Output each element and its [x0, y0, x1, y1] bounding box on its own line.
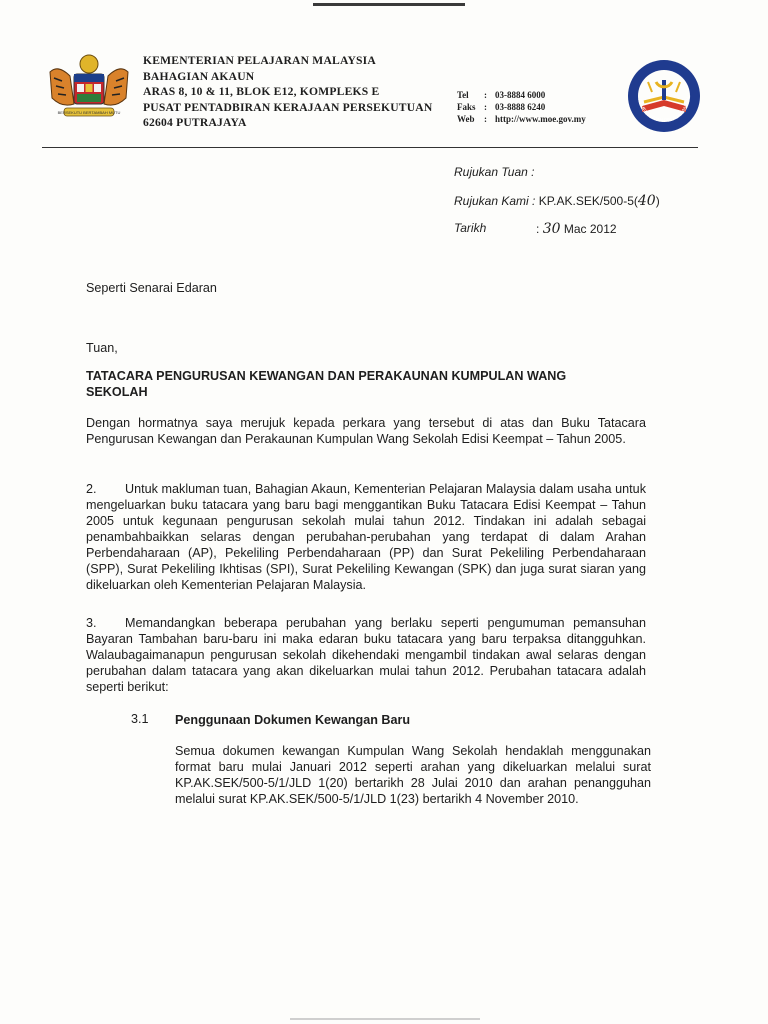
scan-footer-mark: [290, 1018, 480, 1020]
address-line-2: PUSAT PENTADBIRAN KERAJAAN PERSEKUTUAN: [143, 100, 433, 114]
paragraph-3: 3. Memandangkan beberapa perubahan yang berlaku seperti pengumuman pemansuhan Bayaran Tambahan baru-baru ini maka edaran buku tatacara yang baru terpaksa ditangguhkan. Walaubagaimanapun pengurusan sekolah dikehendaki mengambil tindakan awal selaras dengan perubahan dalam tatacara yang akan dikeluarkan mulai tahun 2012. Perubahan tatacara adalah seperti berikut:: [86, 616, 646, 694]
salutation: Tuan,: [86, 341, 118, 355]
recipient: Seperti Senarai Edaran: [86, 281, 217, 295]
contact-web: Web : http://www.moe.gov.my: [457, 114, 586, 124]
contact-tel: Tel : 03-8884 6000: [457, 90, 546, 100]
section-text: Semua dokumen kewangan Kumpulan Wang Sekolah hendaklah menggunakan format baru mulai Januari 2012 seperti arahan yang dikeluarkan melalui surat KP.AK.SEK/500-5/1/JLD 1(20) bertarikh 28 Julai 2010 dan arahan penangguhan melalui surat KP.AK.SEK/500-5/1/JLD 1(23) bertarikh 4 November 2010.: [175, 744, 651, 806]
ministry-logo-icon: [626, 58, 702, 134]
header-divider: [42, 147, 698, 148]
address-line-1: ARAS 8, 10 & 11, BLOK E12, KOMPLEKS E: [143, 85, 380, 99]
division-name: BAHAGIAN AKAUN: [143, 69, 255, 83]
tarikh-month-year: Mac 2012: [563, 222, 617, 236]
contact-fax: Faks : 03-8888 6240: [457, 102, 546, 112]
section-number: 3.1: [131, 712, 149, 726]
web-url: http://www.moe.gov.my: [495, 114, 586, 124]
rujukan-kami-value: KP.AK.SEK/500-5(: [538, 194, 638, 208]
contact-block: [457, 89, 586, 125]
rujukan-kami: Rujukan Kami : KP.AK.SEK/500-5(40): [454, 193, 660, 209]
subject: TATACARA PENGURUSAN KEWANGAN DAN PERAKAUNAN KUMPULAN WANG SEKOLAH: [86, 369, 567, 399]
letterhead: [143, 53, 432, 131]
ministry-name: KEMENTERIAN PELAJARAN MALAYSIA: [143, 54, 376, 67]
address-line-3: 62604 PUTRAJAYA: [143, 116, 247, 130]
section-title: Penggunaan Dokumen Kewangan Baru: [175, 713, 411, 727]
rujukan-tuan: Rujukan Tuan :: [454, 165, 535, 179]
logo-ring-text: KEMENTERIAN PELAJARAN MAL: [636, 95, 693, 125]
tarikh: Tarikh : 30 Mac 2012: [454, 221, 617, 237]
scan-edge-mark: [313, 3, 465, 6]
fax-number: 03-8888 6240: [495, 102, 546, 112]
tel-number: 03-8884 6000: [495, 90, 546, 100]
crest-motto: BERSEKUTU BERTAMBAH MUTU: [57, 110, 121, 115]
paragraph-1: Dengan hormatnya saya merujuk kepada perkara yang tersebut di atas dan Buku Tatacara Pengurusan Kewangan dan Perakaunan Kumpulan Wang Sekolah Edisi Keempat – Tahun 2005.: [86, 416, 646, 446]
coat-of-arms-icon: [44, 52, 134, 122]
tarikh-day-handwritten: 30: [542, 221, 561, 237]
paragraph-2: 2. Untuk makluman tuan, Bahagian Akaun, Kementerian Pelajaran Malaysia dalam usaha untuk mengeluarkan buku tatacara yang baru bagi menggantikan Buku Tatacara Edisi Keempat – Tahun 2005 untuk kegunaan pengurusan sekolah mulai tahun 2012. Tindakan ini adalah sebagai penambahbaikkan selaras dengan perubahan-perubahan yang terdapat di dalam Arahan Perbendaharaan (AP), Pekeliling Perbendaharaan (PP) dan Surat Pekeliling Perbendaharaan (SPP), Surat Pekeliling Ikhtisas (SPI), Surat Pekeliling Kewangan (SPK) dan juga surat siaran yang dikeluarkan oleh Kementerian Pelajaran Malaysia.: [86, 482, 646, 592]
rujukan-kami-handwritten: 40: [637, 193, 656, 209]
